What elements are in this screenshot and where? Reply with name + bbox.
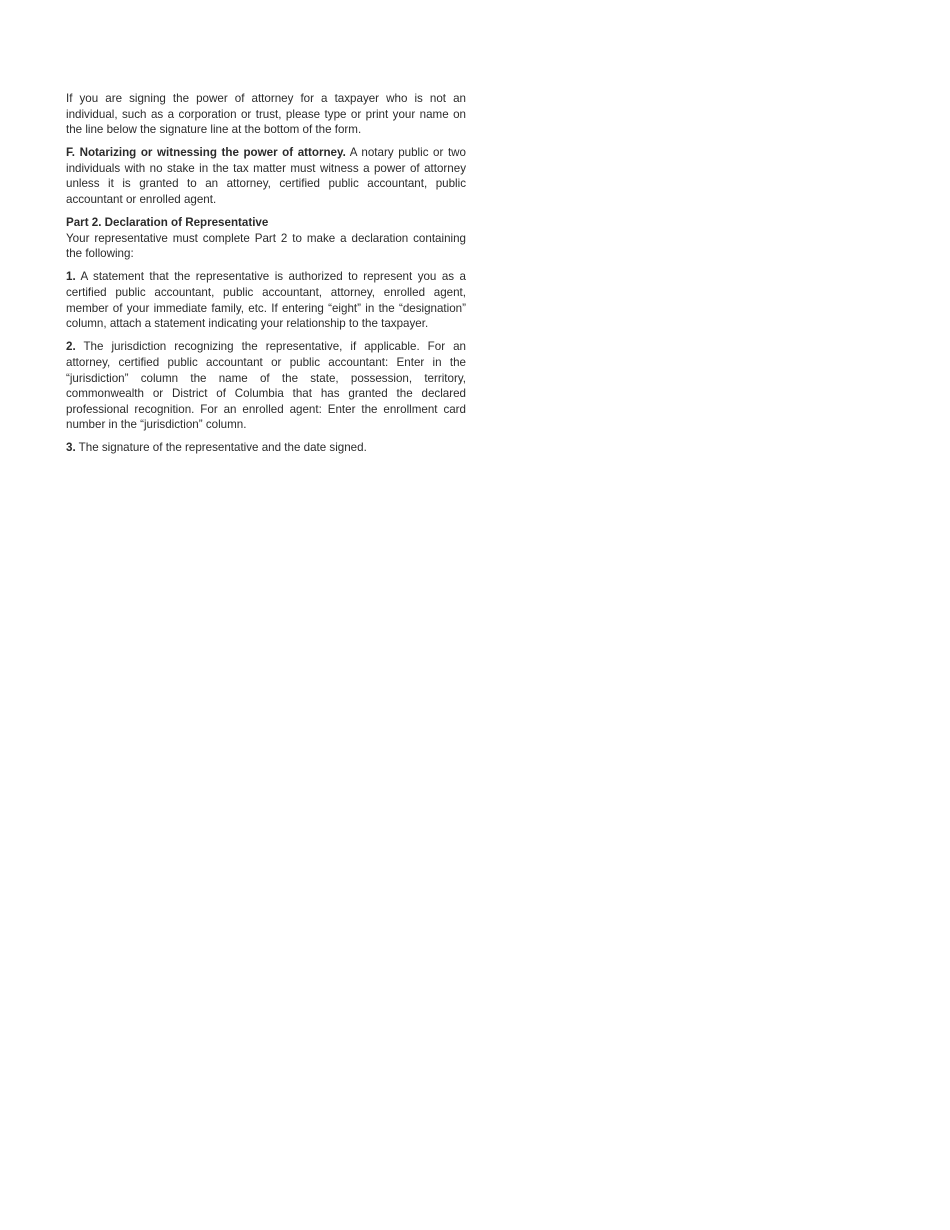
section-f-text: A notary public or two individuals with no stake in the tax matter must witness a power of attorney unless it is granted to an attorney, certified public accountant, public accountant or enrolled agent. (66, 146, 466, 207)
list-item (66, 339, 466, 433)
part2-text: Your representative must complete Part 2 to make a declaration containing the following: (66, 231, 466, 261)
list-item-text: The jurisdiction recognizing the representative, if applicable. For an attorney, certified public accountant or public accountant: Enter in the “jurisdiction” column the name of the state, possession, territory, commonwealth or District of Columbia that has granted the declared professional recognition. For an enrolled agent: Enter the enrollment card number in the “jurisdiction” column. (66, 340, 466, 432)
list-item-number: 1. (66, 270, 76, 284)
list-item-number: 2. (66, 340, 76, 354)
document-page (66, 91, 466, 463)
list-item-text: A statement that the representative is authorized to represent you as a certified public accountant, public accountant, attorney, enrolled agent, member of your immediate family, etc. If entering “eight” in the “designation” column, attach a statement indicating your relationship to the taxpayer. (66, 270, 466, 331)
intro-paragraph: If you are signing the power of attorney for a taxpayer who is not an individual, such as a corporation or trust, please type or print your name on the line below the signature line at the bottom of the form. (66, 92, 466, 137)
list-item-text: The signature of the representative and the date signed. (75, 441, 367, 455)
part2-paragraph (66, 215, 466, 262)
list-item (66, 269, 466, 331)
list-item-number: 3. (66, 441, 76, 455)
part2-heading: Part 2. Declaration of Representative (66, 216, 269, 230)
list-item (66, 440, 466, 456)
section-f-paragraph (66, 145, 466, 207)
section-f-heading: F. Notarizing or witnessing the power of attorney. (66, 146, 346, 160)
